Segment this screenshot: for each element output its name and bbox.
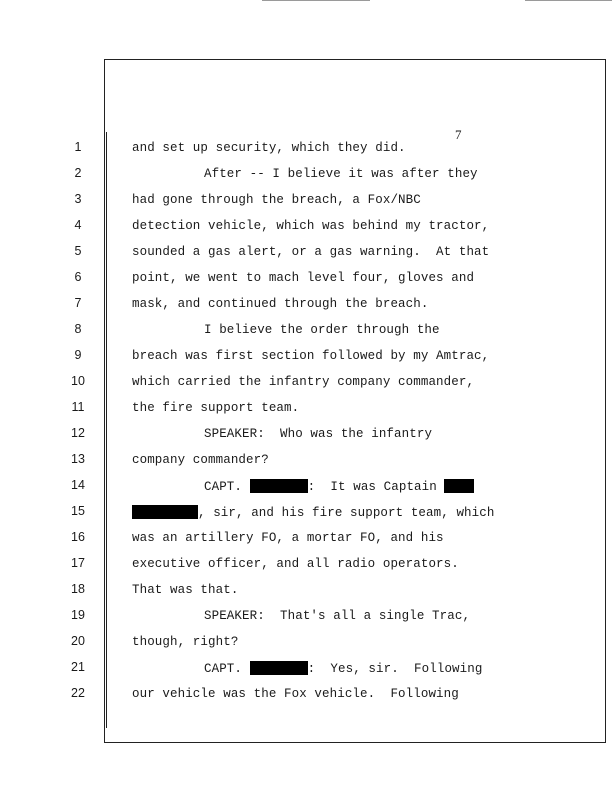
line-number: 5 [74, 244, 82, 258]
transcript-line: our vehicle was the Fox vehicle. Following [132, 687, 459, 701]
speaker-label: SPEAKER: [204, 609, 265, 623]
speaker-label: CAPT. [204, 662, 243, 676]
line-number: 19 [71, 608, 85, 622]
transcript-line: breach was first section followed by my Amtrac, [132, 349, 490, 363]
transcript-line: which carried the infantry company commander, [132, 375, 475, 389]
scan-mark [525, 0, 612, 1]
page-number: 7 [455, 127, 462, 142]
line-number: 16 [71, 530, 85, 544]
line-number: 12 [71, 426, 85, 440]
line-number: 1 [74, 140, 82, 154]
line-number: 20 [71, 634, 85, 648]
transcript-line: I believe the order through the [204, 323, 440, 337]
line-number: 7 [74, 296, 82, 310]
transcript-line: point, we went to mach level four, gloves and [132, 271, 475, 285]
line-number: 15 [71, 504, 85, 518]
transcript-line: After -- I believe it was after they [204, 167, 478, 181]
redaction-bar [250, 661, 308, 675]
line-number: 21 [71, 660, 85, 674]
line-number: 2 [74, 166, 82, 180]
speaker-label: CAPT. [204, 480, 243, 494]
speaker-line [204, 427, 432, 441]
line-number: 11 [71, 400, 85, 414]
redaction-bar [250, 479, 308, 493]
line-number: 18 [71, 582, 85, 596]
speaker-text: Who was the infantry [280, 427, 433, 441]
line-number: 8 [74, 322, 82, 336]
speaker-line [204, 479, 474, 494]
line-text: , sir, and his fire support team, which [198, 506, 495, 520]
line-number-rule [106, 132, 107, 728]
line-number: 14 [71, 478, 85, 492]
line-number: 6 [74, 270, 82, 284]
transcript-line: and set up security, which they did. [132, 141, 406, 155]
redaction-bar [444, 479, 474, 493]
transcript-line: mask, and continued through the breach. [132, 297, 429, 311]
transcript-line: executive officer, and all radio operators. [132, 557, 459, 571]
transcript-line: That was that. [132, 583, 239, 597]
line-number: 17 [71, 556, 85, 570]
redaction-bar [132, 505, 198, 519]
transcript-line: detection vehicle, which was behind my tractor, [132, 219, 490, 233]
speaker-line [204, 661, 482, 676]
transcript-line: the fire support team. [132, 401, 300, 415]
line-number: 4 [74, 218, 82, 232]
line-number: 13 [71, 452, 85, 466]
line-number: 10 [71, 374, 85, 388]
transcript-line [132, 505, 494, 520]
speaker-text: : Yes, sir. Following [307, 662, 483, 676]
speaker-text: That's all a single Trac, [280, 609, 471, 623]
speaker-line [204, 609, 470, 623]
line-number: 3 [74, 192, 82, 206]
transcript-line: was an artillery FO, a mortar FO, and his [132, 531, 444, 545]
transcript-line: company commander? [132, 453, 269, 467]
transcript-line: had gone through the breach, a Fox/NBC [132, 193, 421, 207]
transcript-line: sounded a gas alert, or a gas warning. At that [132, 245, 490, 259]
line-number: 22 [71, 686, 85, 700]
transcript-line: though, right? [132, 635, 239, 649]
speaker-text: : It was Captain [307, 480, 437, 494]
speaker-label: SPEAKER: [204, 427, 265, 441]
line-number: 9 [74, 348, 82, 362]
scan-mark [262, 0, 370, 1]
